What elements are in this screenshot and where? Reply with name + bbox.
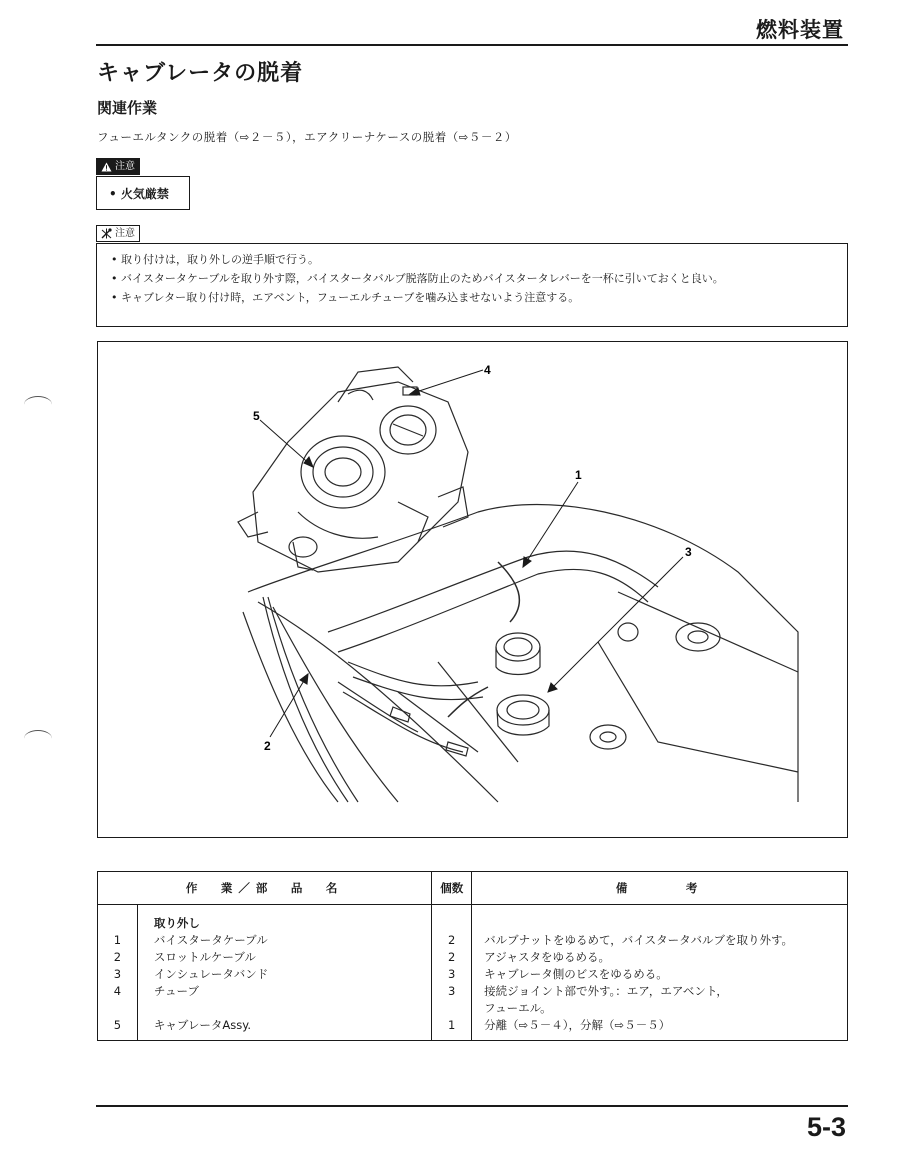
- warning-item: • 火気厳禁: [109, 186, 169, 201]
- row-qty: 2: [448, 933, 456, 947]
- row-name: スロットルケーブル: [153, 950, 256, 964]
- header-note: 備 考: [472, 872, 848, 905]
- row-number: 3: [113, 967, 122, 981]
- related-work-text: フューエルタンクの脱着（⇨２－５），エアクリーナケースの脱着（⇨５－２）: [97, 130, 517, 144]
- row-name: チューブ: [153, 984, 199, 998]
- row-qty: [432, 1000, 471, 1017]
- header-qty: 個数: [432, 872, 472, 905]
- carburetor-diagram: [97, 341, 848, 838]
- row-note: バルブナットをゆるめて，バイスタータバルブを取り外す。: [484, 933, 794, 947]
- note-box: [96, 243, 848, 327]
- number-column: [98, 905, 138, 1041]
- note-item: • バイスタータケーブルを取り外す際，バイスタータバルブ脱落防止のためバイスタータレバーを一杯に引いておくと良い。: [111, 271, 835, 287]
- carburetor-illustration: [98, 342, 849, 839]
- row-note: キャブレータ側のビスをゆるめる。: [484, 967, 668, 981]
- row-name: [138, 1000, 431, 1017]
- note-tag-label: 注意: [115, 228, 135, 239]
- row-note: フューエル。: [484, 1001, 552, 1015]
- row-name: インシュレータバンド: [153, 967, 269, 981]
- row-qty: 3: [448, 967, 456, 981]
- note-item: • 取り付けは，取り外しの逆手順で行う。: [111, 252, 835, 268]
- warning-triangle-icon: [101, 162, 112, 172]
- related-work-heading: 関連作業: [97, 99, 158, 117]
- note-item: • キャブレター取り付け時，エアベント，フューエルチューブを噛み込ませないよう注意する。: [111, 290, 835, 306]
- row-name: バイスタータケーブル: [153, 933, 268, 947]
- row-number: 4: [113, 984, 122, 998]
- page-number: 5-3: [806, 1112, 846, 1142]
- row-qty: 2: [448, 950, 456, 964]
- top-rule: [96, 44, 848, 46]
- row-name: キャブレータAssy.: [153, 1018, 252, 1032]
- row-number: [98, 1000, 137, 1017]
- section-label: 取り外し: [153, 916, 200, 930]
- row-note: 分離（⇨５－４），分解（⇨５－５）: [484, 1018, 671, 1032]
- row-number: 2: [113, 950, 122, 964]
- callout-3: 3: [685, 545, 692, 559]
- note-column: [472, 905, 848, 1041]
- callout-2: 2: [264, 739, 271, 753]
- tool-icon: [101, 228, 112, 239]
- callout-5: 5: [253, 409, 260, 423]
- bottom-rule: [96, 1105, 848, 1107]
- warning-tag-label: 注意: [115, 161, 135, 172]
- header-name: 作 業／部 品 名: [98, 872, 432, 905]
- table-header-row: [98, 872, 848, 905]
- parts-table: [97, 871, 848, 1041]
- page-title: キャブレータの脱着: [97, 61, 304, 86]
- qty-column: [432, 905, 472, 1041]
- callout-4: 4: [484, 363, 491, 377]
- name-column: [137, 905, 431, 1041]
- section-title: 燃料装置: [756, 18, 844, 42]
- row-number: 5: [113, 1018, 122, 1032]
- note-tag: [96, 225, 140, 242]
- row-note: 接続ジョイント部で外す。：エア，エアベント，: [484, 984, 728, 998]
- table-body: [98, 905, 848, 1041]
- row-note: アジャスタをゆるめる。: [484, 950, 610, 964]
- warning-box: [96, 176, 190, 210]
- row-qty: 1: [448, 1018, 456, 1032]
- binding-mark: [24, 730, 52, 747]
- row-number: 1: [113, 933, 122, 947]
- binding-mark: [24, 396, 52, 413]
- warning-tag: [96, 158, 140, 175]
- row-qty: 3: [448, 984, 456, 998]
- callout-1: 1: [575, 468, 582, 482]
